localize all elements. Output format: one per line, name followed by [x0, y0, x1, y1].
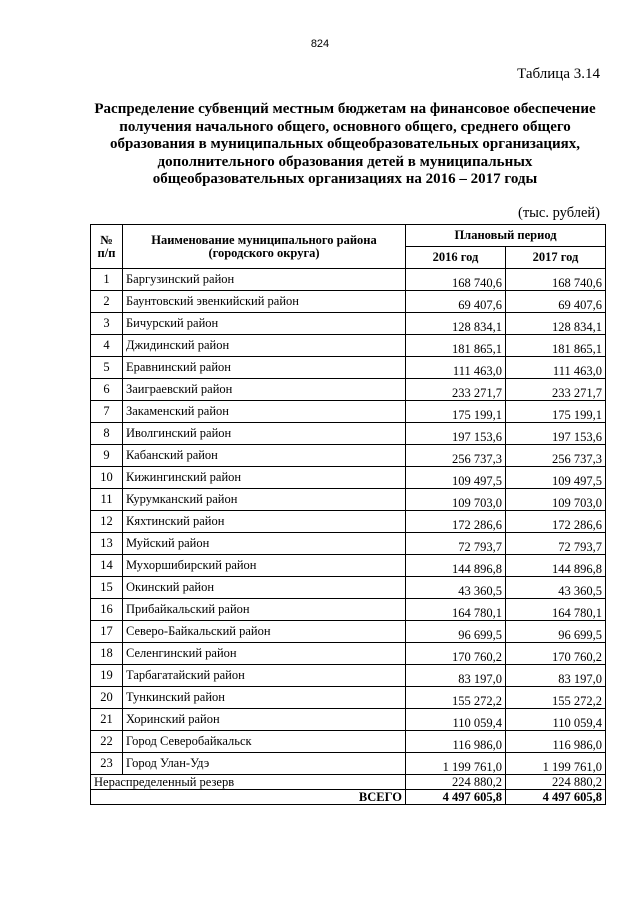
value-2017: 83 197,0: [506, 665, 606, 687]
table-row: [91, 489, 606, 511]
district-name: Тункинский район: [123, 687, 406, 709]
row-number: 3: [91, 313, 123, 335]
total-label: ВСЕГО: [91, 790, 406, 805]
table-title: Распределение субвенций местным бюджетам на финансовое обеспечение получения начального общего, основного общего, среднего общего образования в муниципальных общеобразовательных организациях, дополнительного образования детей в муниципальных общеобразовательных организациях на 2016 – 2017 годы: [94, 101, 596, 187]
district-name: Кабанский район: [123, 445, 406, 467]
district-name: Город Северобайкальск: [123, 731, 406, 753]
value-2016: 168 740,6: [406, 269, 506, 291]
value-2017: 256 737,3: [506, 445, 606, 467]
district-name: Хоринский район: [123, 709, 406, 731]
row-number: 11: [91, 489, 123, 511]
value-2016: 83 197,0: [406, 665, 506, 687]
row-number: 13: [91, 533, 123, 555]
district-name: Город Улан-Удэ: [123, 753, 406, 775]
header-2016: 2016 год: [406, 247, 506, 269]
value-2016: 197 153,6: [406, 423, 506, 445]
district-name: Курумканский район: [123, 489, 406, 511]
row-number: 6: [91, 379, 123, 401]
value-2017: 96 699,5: [506, 621, 606, 643]
value-2017: 233 271,7: [506, 379, 606, 401]
district-name: Прибайкальский район: [123, 599, 406, 621]
table-row: [91, 423, 606, 445]
row-number: 5: [91, 357, 123, 379]
value-2016: 170 760,2: [406, 643, 506, 665]
row-number: 16: [91, 599, 123, 621]
district-name: Мухоршибирский район: [123, 555, 406, 577]
value-2017: 144 896,8: [506, 555, 606, 577]
table-row: [91, 709, 606, 731]
reserve-row: [91, 775, 606, 790]
reserve-2016: 224 880,2: [406, 775, 506, 790]
table-row: [91, 291, 606, 313]
table-body: [91, 269, 606, 775]
value-2016: 96 699,5: [406, 621, 506, 643]
reserve-label: Нераспределенный резерв: [91, 775, 406, 790]
value-2016: 256 737,3: [406, 445, 506, 467]
value-2016: 69 407,6: [406, 291, 506, 313]
value-2016: 1 199 761,0: [406, 753, 506, 775]
district-name: Бичурский район: [123, 313, 406, 335]
row-number: 14: [91, 555, 123, 577]
district-name: Кяхтинский район: [123, 511, 406, 533]
table-row: [91, 357, 606, 379]
district-name: Закаменский район: [123, 401, 406, 423]
row-number: 21: [91, 709, 123, 731]
row-number: 10: [91, 467, 123, 489]
table-row: [91, 753, 606, 775]
value-2016: 43 360,5: [406, 577, 506, 599]
table-row: [91, 313, 606, 335]
table-row: [91, 621, 606, 643]
value-2017: 109 703,0: [506, 489, 606, 511]
value-2017: 197 153,6: [506, 423, 606, 445]
table-row: [91, 335, 606, 357]
table-row: [91, 643, 606, 665]
table-row: [91, 533, 606, 555]
value-2017: 116 986,0: [506, 731, 606, 753]
district-name: Еравнинский район: [123, 357, 406, 379]
table-row: [91, 731, 606, 753]
value-2017: 1 199 761,0: [506, 753, 606, 775]
value-2017: 168 740,6: [506, 269, 606, 291]
value-2016: 144 896,8: [406, 555, 506, 577]
row-number: 1: [91, 269, 123, 291]
value-2016: 164 780,1: [406, 599, 506, 621]
table-row: [91, 577, 606, 599]
value-2017: 128 834,1: [506, 313, 606, 335]
table-row: [91, 379, 606, 401]
district-name: Селенгинский район: [123, 643, 406, 665]
value-2017: 43 360,5: [506, 577, 606, 599]
row-number: 9: [91, 445, 123, 467]
value-2016: 109 497,5: [406, 467, 506, 489]
district-name: Окинский район: [123, 577, 406, 599]
row-number: 8: [91, 423, 123, 445]
value-2017: 69 407,6: [506, 291, 606, 313]
table-row: [91, 599, 606, 621]
header-name: Наименование муниципального района (городского округа): [123, 225, 406, 269]
value-2016: 181 865,1: [406, 335, 506, 357]
total-row: [91, 790, 606, 805]
value-2017: 170 760,2: [506, 643, 606, 665]
district-name: Тарбагатайский район: [123, 665, 406, 687]
value-2016: 233 271,7: [406, 379, 506, 401]
district-name: Заиграевский район: [123, 379, 406, 401]
table-row: [91, 511, 606, 533]
value-2017: 172 286,6: [506, 511, 606, 533]
header-num: № п/п: [91, 225, 123, 269]
district-name: Джидинский район: [123, 335, 406, 357]
value-2016: 116 986,0: [406, 731, 506, 753]
value-2016: 109 703,0: [406, 489, 506, 511]
row-number: 15: [91, 577, 123, 599]
row-number: 18: [91, 643, 123, 665]
value-2017: 109 497,5: [506, 467, 606, 489]
table-row: [91, 687, 606, 709]
header-period: Плановый период: [406, 225, 606, 247]
row-number: 17: [91, 621, 123, 643]
district-name: Муйский район: [123, 533, 406, 555]
total-2016: 4 497 605,8: [406, 790, 506, 805]
units-label: (тыс. рублей): [518, 205, 600, 221]
row-number: 23: [91, 753, 123, 775]
header-2017: 2017 год: [506, 247, 606, 269]
table-row: [91, 665, 606, 687]
row-number: 4: [91, 335, 123, 357]
value-2017: 181 865,1: [506, 335, 606, 357]
value-2017: 111 463,0: [506, 357, 606, 379]
value-2017: 155 272,2: [506, 687, 606, 709]
district-name: Северо-Байкальский район: [123, 621, 406, 643]
table-row: [91, 269, 606, 291]
value-2017: 72 793,7: [506, 533, 606, 555]
subvention-table: [90, 224, 606, 805]
table-label: Таблица 3.14: [517, 66, 600, 82]
value-2017: 164 780,1: [506, 599, 606, 621]
value-2016: 175 199,1: [406, 401, 506, 423]
row-number: 2: [91, 291, 123, 313]
value-2016: 128 834,1: [406, 313, 506, 335]
total-2017: 4 497 605,8: [506, 790, 606, 805]
table-row: [91, 445, 606, 467]
value-2016: 155 272,2: [406, 687, 506, 709]
row-number: 7: [91, 401, 123, 423]
district-name: Баунтовский эвенкийский район: [123, 291, 406, 313]
row-number: 22: [91, 731, 123, 753]
row-number: 19: [91, 665, 123, 687]
value-2016: 172 286,6: [406, 511, 506, 533]
district-name: Иволгинский район: [123, 423, 406, 445]
reserve-2017: 224 880,2: [506, 775, 606, 790]
value-2016: 72 793,7: [406, 533, 506, 555]
table-row: [91, 401, 606, 423]
district-name: Кижингинский район: [123, 467, 406, 489]
value-2017: 110 059,4: [506, 709, 606, 731]
value-2017: 175 199,1: [506, 401, 606, 423]
value-2016: 111 463,0: [406, 357, 506, 379]
row-number: 12: [91, 511, 123, 533]
district-name: Баргузинский район: [123, 269, 406, 291]
table-row: [91, 467, 606, 489]
table-row: [91, 555, 606, 577]
page-number: 824: [310, 38, 330, 50]
value-2016: 110 059,4: [406, 709, 506, 731]
row-number: 20: [91, 687, 123, 709]
